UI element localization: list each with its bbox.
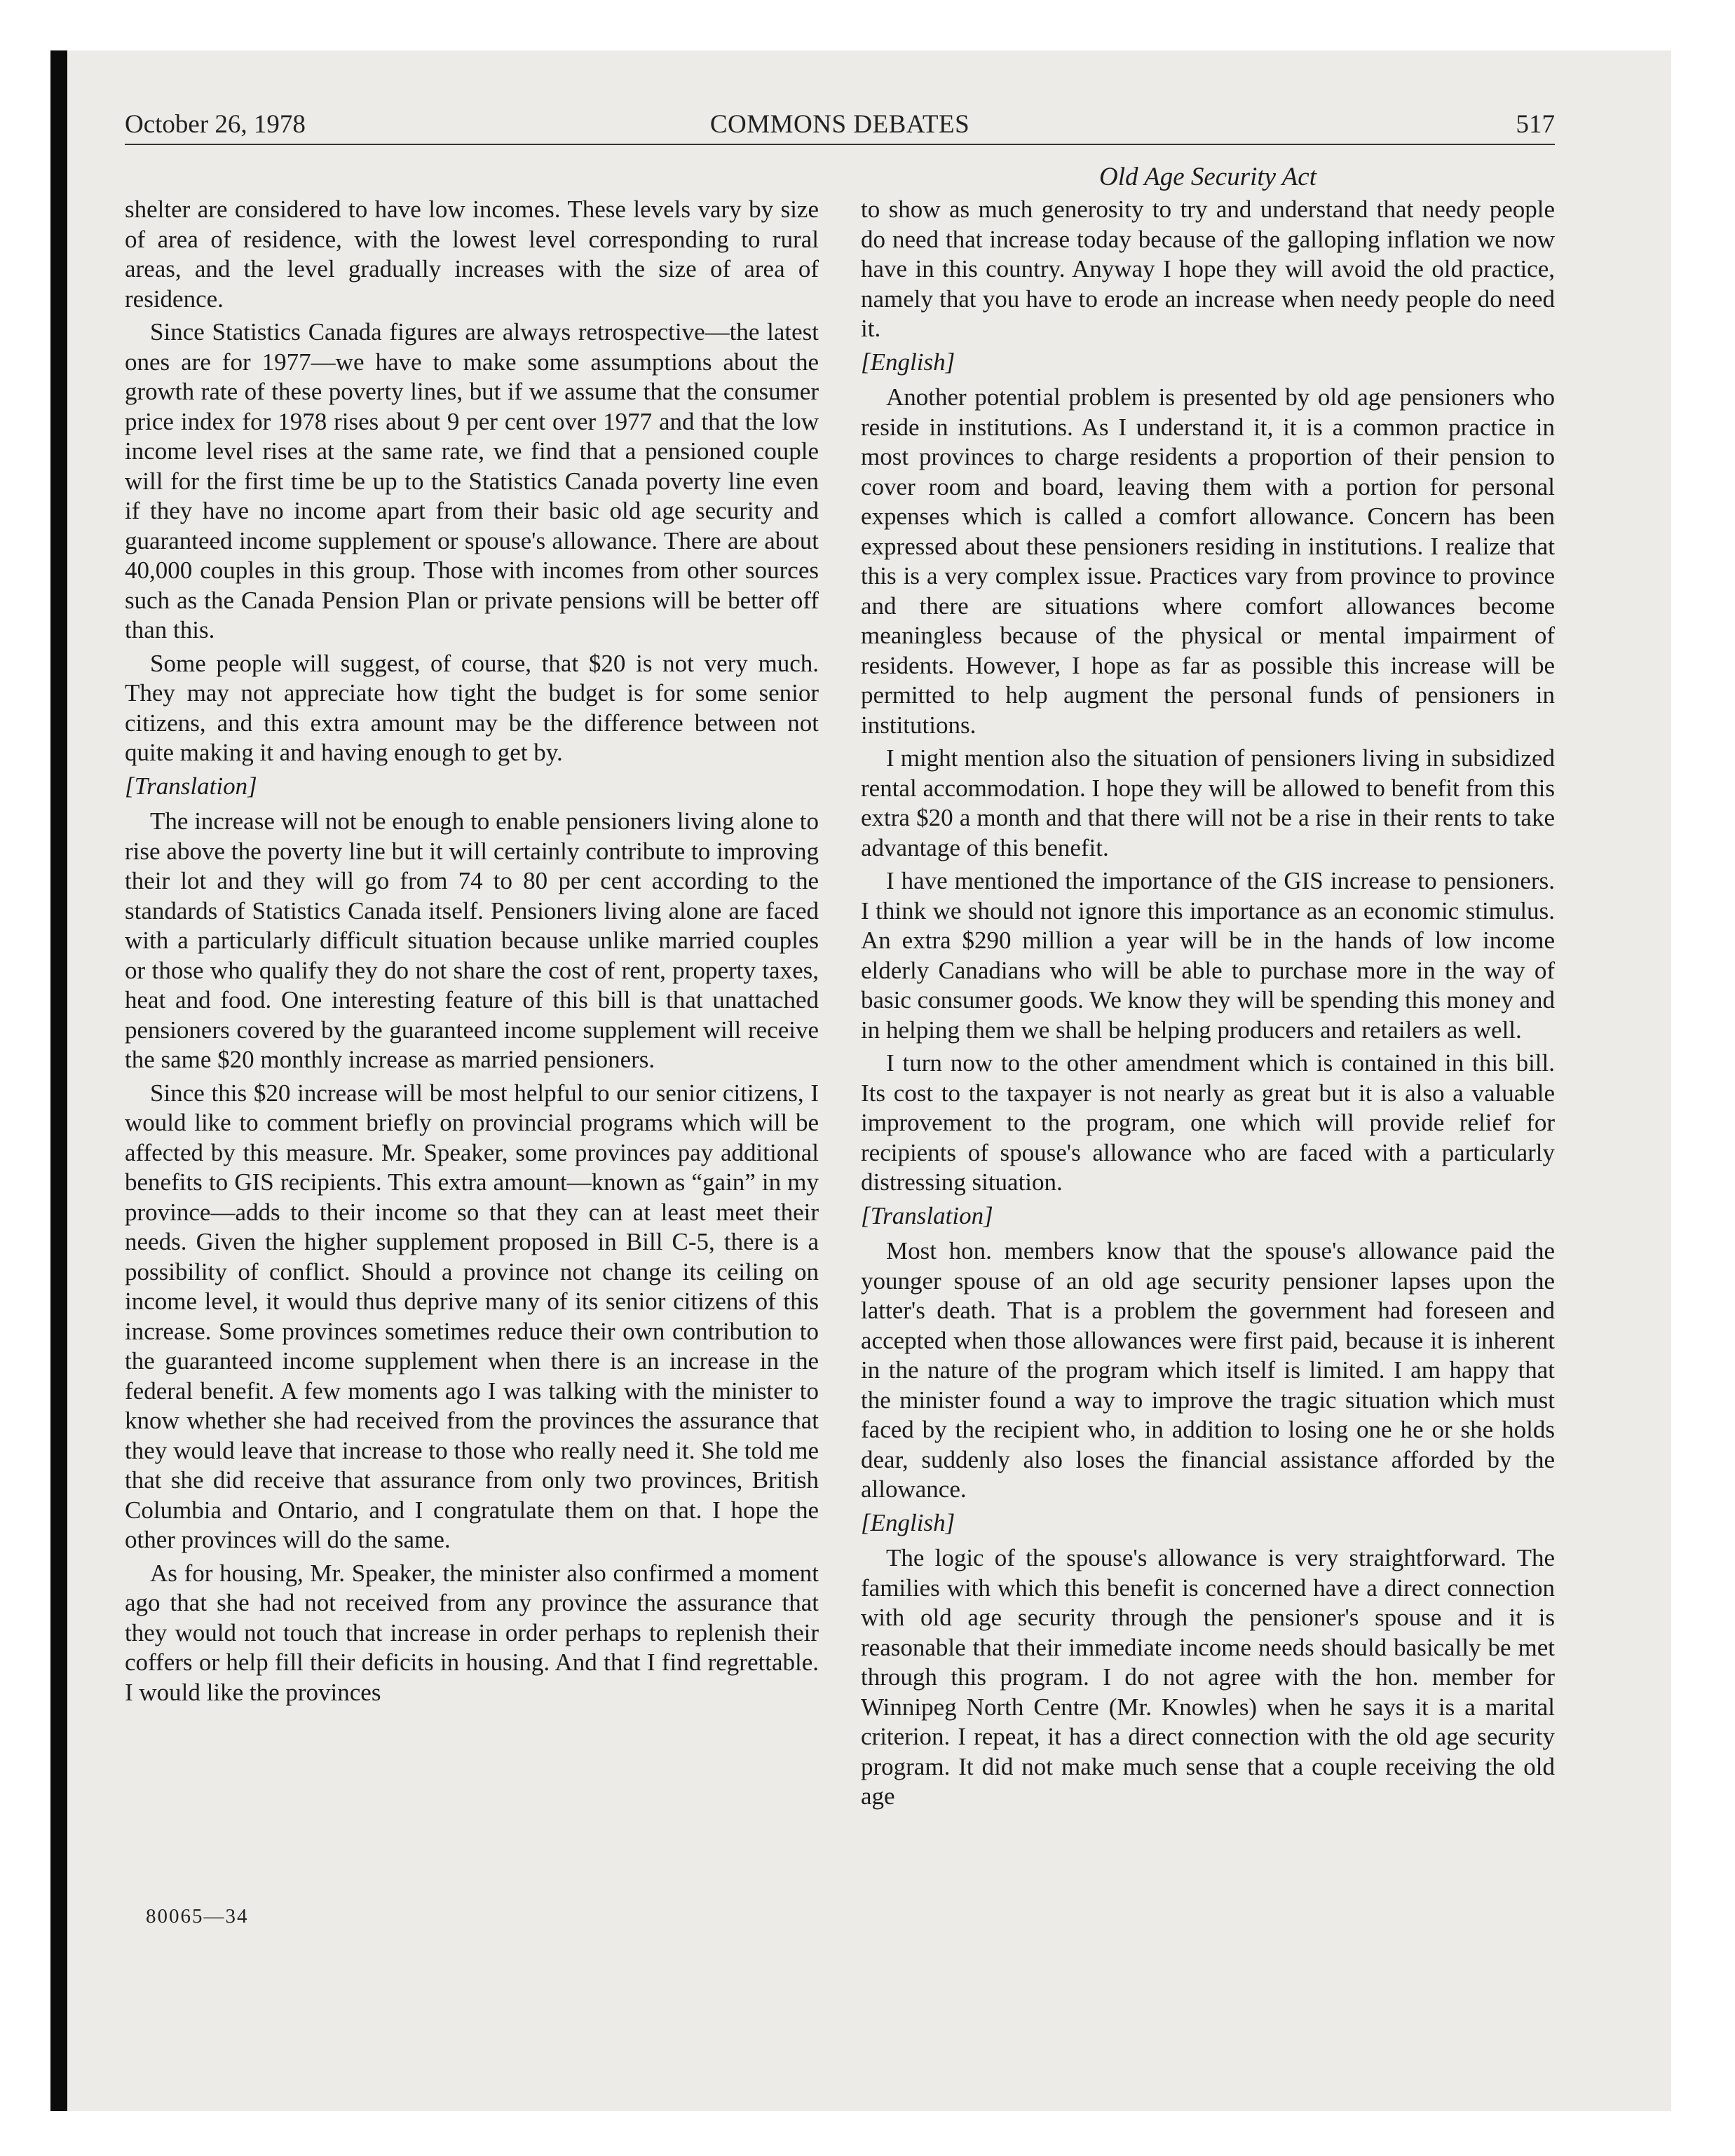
paragraph: The logic of the spouse's allowance is very straightforward. The families with which this benefit is concerned have a direct connection with old age security through the pensioner's spouse and it is reasonable that their immediate income needs should basically be met through this program. I do not agree with the hon. member for Winnipeg North Centre (Mr. Knowles) when he says it is a marital criterion. I repeat, it has a direct connection with the old age security program. It did not make much sense that a couple receiving the old age	[861, 1544, 1555, 1810]
section-title: Old Age Security Act	[1099, 163, 1316, 191]
paragraph: Another potential problem is presented by old age pensioners who reside in institutions. As I understand it, it is a common practice in most provinces to charge residents a proportion of their pension to cover room and board, leaving them with a portion for personal expenses which is called a comfort allowance. Concern has been expressed about these pensioners residing in institutions. I realize that this is a very complex issue. Practices vary from province to province and there are situations where comfort allowances become meaningless because of the physical or mental impairment of residents. However, I hope as far as possible this increase will be permitted to help augment the personal funds of pensioners in institutions.	[861, 383, 1555, 739]
footer-code: 80065—34	[146, 1905, 249, 1928]
binding-edge	[50, 50, 67, 2111]
paragraph: The increase will not be enough to enable pensioners living alone to rise above the poverty line but it will certainly contribute to improving their lot and they will go from 74 to 80 per cent according to the standards of Statistics Canada itself. Pensioners living alone are faced with a particularly difficult situation because unlike married couples or those who qualify they do not share the cost of rent, property taxes, heat and food. One interesting feature of this bill is that unattached pensioners covered by the guaranteed income supplement will receive the same $20 monthly increase as married pensioners.	[125, 807, 819, 1073]
paragraph: Some people will suggest, of course, that $20 is not very much. They may not appreciate how tight the budget is for some senior citizens, and this extra amount may be the difference between not quite making it and having enough to get by.	[125, 649, 819, 766]
language-marker: [English]	[861, 1508, 955, 1536]
header-title: COMMONS DEBATES	[709, 110, 970, 139]
left-column	[125, 195, 819, 1711]
right-column	[861, 195, 1555, 1815]
paragraph: I have mentioned the importance of the GIS increase to pensioners. I think we should not ignore this importance as an economic stimulus. An extra $290 million a year will be in the hands of low income elderly Canadians who will be able to purchase more in the way of basic consumer goods. We know they will be spending this money and in helping them we shall be helping producers and retailers as well.	[861, 867, 1555, 1044]
header-rule	[125, 144, 1555, 145]
header-date: October 26, 1978	[125, 110, 306, 139]
paragraph: I might mention also the situation of pensioners living in subsidized rental accommodation. I hope they will be allowed to benefit from this extra $20 a month and that there will not be a rise in their rents to take advantage of this benefit.	[861, 744, 1555, 861]
language-marker: [Translation]	[125, 772, 257, 800]
paragraph: Since Statistics Canada figures are always retrospective—the latest ones are for 1977—we have to make some assumptions about the growth rate of these poverty lines, but if we assume that the consumer price index for 1978 rises about 9 per cent over 1977 and that the low income level rises at the same rate, we find that a pensioned couple will for the first time be up to the Statistics Canada poverty line even if they have no income apart from their basic old age security and guaranteed income supplement or spouse's allowance. There are about 40,000 couples in this group. Those with incomes from other sources such as the Canada Pension Plan or private pensions will be better off than this.	[125, 318, 819, 643]
paragraph: to show as much generosity to try and understand that needy people do need that increase today because of the galloping inflation we now have in this country. Anyway I hope they will avoid the old practice, namely that you have to erode an increase when needy people do need it.	[861, 196, 1555, 342]
paragraph: Most hon. members know that the spouse's allowance paid the younger spouse of an old age security pensioner lapses upon the latter's death. That is a problem the government had foreseen and accepted when those allowances were first paid, because it is inherent in the nature of the program which itself is limited. I am happy that the minister found a way to improve the tragic situation which must faced by the recipient who, in addition to losing one he or she holds dear, suddenly also loses the financial assistance afforded by the allowance.	[861, 1237, 1555, 1503]
paragraph: Since this $20 increase will be most helpful to our senior citizens, I would like to comment briefly on provincial programs which will be affected by this measure. Mr. Speaker, some provinces pay additional benefits to GIS recipients. This extra amount—known as “gain” in my province—adds to their income so that they can at least meet their needs. Given the higher supplement proposed in Bill C-5, there is a possibility of conflict. Should a province not change its ceiling on income level, it would thus deprive many of its senior citizens of this increase. Some provinces sometimes reduce their own contribution to the guaranteed income supplement when there is an increase in the federal benefit. A few moments ago I was talking with the minister to know whether she had received from the provinces the assurance that they would leave that increase to those who really need it. She told me that she did receive that assurance from only two provinces, British Columbia and Ontario, and I congratulate them on that. I hope the other provinces will do the same.	[125, 1079, 819, 1553]
paragraph: As for housing, Mr. Speaker, the minister also confirmed a moment ago that she had not received from any province the assurance that they would not touch that increase in order perhaps to replenish their coffers or help fill their deficits in housing. And that I find regrettable. I would like the provinces	[125, 1559, 819, 1706]
paragraph: I turn now to the other amendment which is contained in this bill. Its cost to the taxpayer is not nearly as great but it is also a valuable improvement to the program, one which will provide relief for recipients of spouse's allowance who are faced with a particularly distressing situation.	[861, 1049, 1555, 1196]
running-head	[125, 109, 1555, 140]
page-number: 517	[1516, 110, 1555, 139]
paragraph: shelter are considered to have low incomes. These levels vary by size of area of residence, with the lowest level corresponding to rural areas, and the level gradually increases with the size of area of residence.	[125, 196, 819, 313]
language-marker: [English]	[861, 348, 955, 376]
language-marker: [Translation]	[861, 1201, 993, 1229]
